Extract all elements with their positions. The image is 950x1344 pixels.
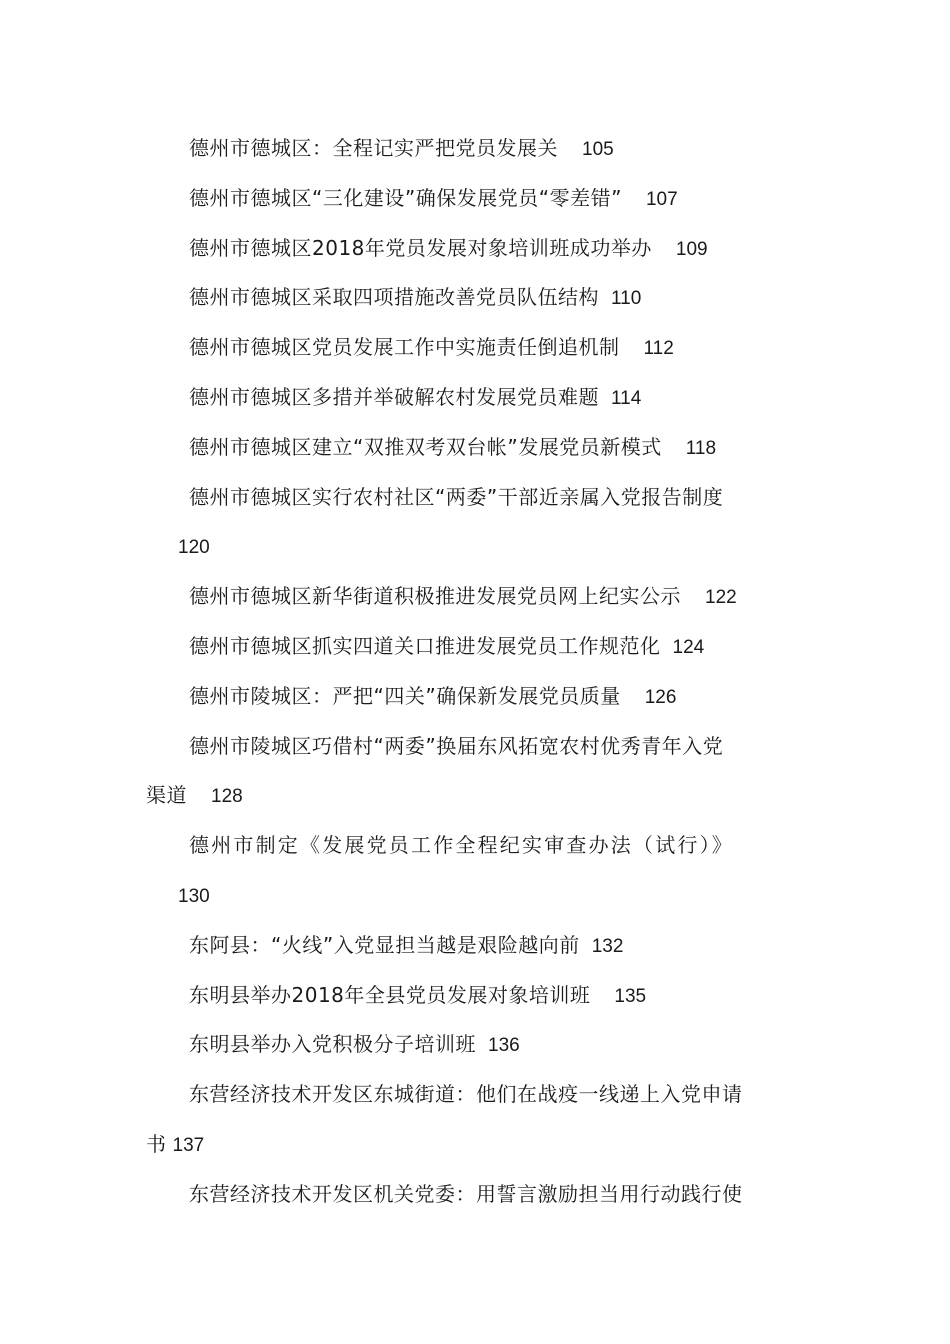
toc-entry-page: 105 (582, 139, 614, 160)
toc-entry-page: 109 (675, 238, 708, 260)
toc-entry-title-continued: 书 (146, 1131, 167, 1156)
toc-entry[interactable] (146, 124, 814, 174)
toc-entry-title: 东明县举办入党积极分子培训班 (189, 1032, 476, 1057)
toc-entry-page: 130 (178, 885, 210, 907)
toc-entry-continuation[interactable] (146, 1120, 814, 1170)
toc-entry[interactable] (146, 224, 814, 274)
toc-entry-title: 德州市德城区新华街道积极推进发展党员网上纪实公示 (189, 584, 681, 609)
toc-entry-title: 德州市德城区2018年党员发展对象培训班成功举办 (189, 235, 652, 260)
toc-entry[interactable] (146, 1070, 814, 1120)
toc-entry-page: 120 (178, 537, 210, 559)
toc-entry[interactable] (146, 273, 814, 323)
toc-entry-page: 114 (611, 387, 642, 409)
toc-entry-page: 107 (645, 188, 678, 210)
toc-entry-title: 东阿县：“火线”入党显担当越是艰险越向前 (189, 932, 580, 957)
toc-entry-continuation[interactable] (146, 522, 814, 572)
toc-entry-page: 124 (672, 636, 705, 658)
table-of-contents (146, 124, 814, 1220)
toc-entry-page: 135 (614, 985, 647, 1007)
toc-entry-title: 德州市陵城区巧借村“两委”换届东风拓宽农村优秀青年入党 (189, 733, 724, 758)
toc-entry[interactable] (146, 174, 814, 224)
toc-entry-title: 东明县举办2018年全县党员发展对象培训班 (189, 982, 591, 1007)
toc-entry-title: 德州市德城区多措并举破解农村发展党员难题 (189, 384, 599, 409)
toc-entry-title: 东营经济技术开发区东城街道：他们在战疫一线递上入党申请 (189, 1082, 743, 1107)
toc-entry-page: 137 (172, 1134, 205, 1156)
toc-entry[interactable] (146, 672, 814, 722)
toc-entry[interactable] (146, 373, 814, 423)
toc-entry[interactable] (146, 971, 814, 1021)
toc-entry-page: 128 (211, 786, 243, 808)
toc-entry[interactable] (146, 821, 814, 871)
toc-entry-title: 德州市德城区：全程记实严把党员发展关 (189, 136, 558, 160)
toc-entry-page: 122 (705, 587, 737, 609)
toc-entry-page: 110 (611, 288, 642, 310)
toc-entry-title: 德州市制定《发展党员工作全程纪实审查办法（试行）》 (189, 833, 734, 858)
toc-entry-title-continued: 渠道 (146, 783, 187, 808)
toc-entry[interactable] (146, 722, 814, 772)
toc-entry-page: 112 (643, 338, 674, 360)
toc-entry[interactable] (146, 622, 814, 672)
toc-entry-page: 132 (591, 935, 624, 957)
toc-entry[interactable] (146, 473, 814, 523)
toc-entry-page: 136 (488, 1035, 520, 1057)
toc-entry-continuation[interactable] (146, 771, 814, 821)
toc-entry-title: 德州市陵城区：严把“四关”确保新发展党员质量 (189, 683, 621, 708)
toc-entry[interactable] (146, 921, 814, 971)
toc-entry-title: 德州市德城区采取四项措施改善党员队伍结构 (189, 285, 599, 310)
toc-entry[interactable] (146, 323, 814, 373)
toc-entry[interactable] (146, 423, 814, 473)
toc-entry[interactable] (146, 1170, 814, 1220)
toc-entry[interactable] (146, 572, 814, 622)
toc-entry-title: 德州市德城区“三化建设”确保发展党员“零差错” (189, 185, 622, 210)
toc-entry-page: 126 (644, 686, 677, 708)
toc-entry-title: 德州市德城区实行农村社区“两委”干部近亲属入党报告制度 (189, 484, 724, 509)
toc-entry-title: 德州市德城区党员发展工作中实施责任倒追机制 (189, 335, 620, 360)
toc-entry-title: 德州市德城区抓实四道关口推进发展党员工作规范化 (189, 633, 661, 658)
toc-entry-title: 德州市德城区建立“双推双考双台帐”发展党员新模式 (189, 434, 662, 459)
toc-entry[interactable] (146, 1020, 814, 1070)
toc-entry-page: 118 (685, 437, 717, 459)
toc-entry-continuation[interactable] (146, 871, 814, 921)
toc-entry-title: 东营经济技术开发区机关党委：用誓言激励担当用行动践行使 (189, 1181, 743, 1206)
